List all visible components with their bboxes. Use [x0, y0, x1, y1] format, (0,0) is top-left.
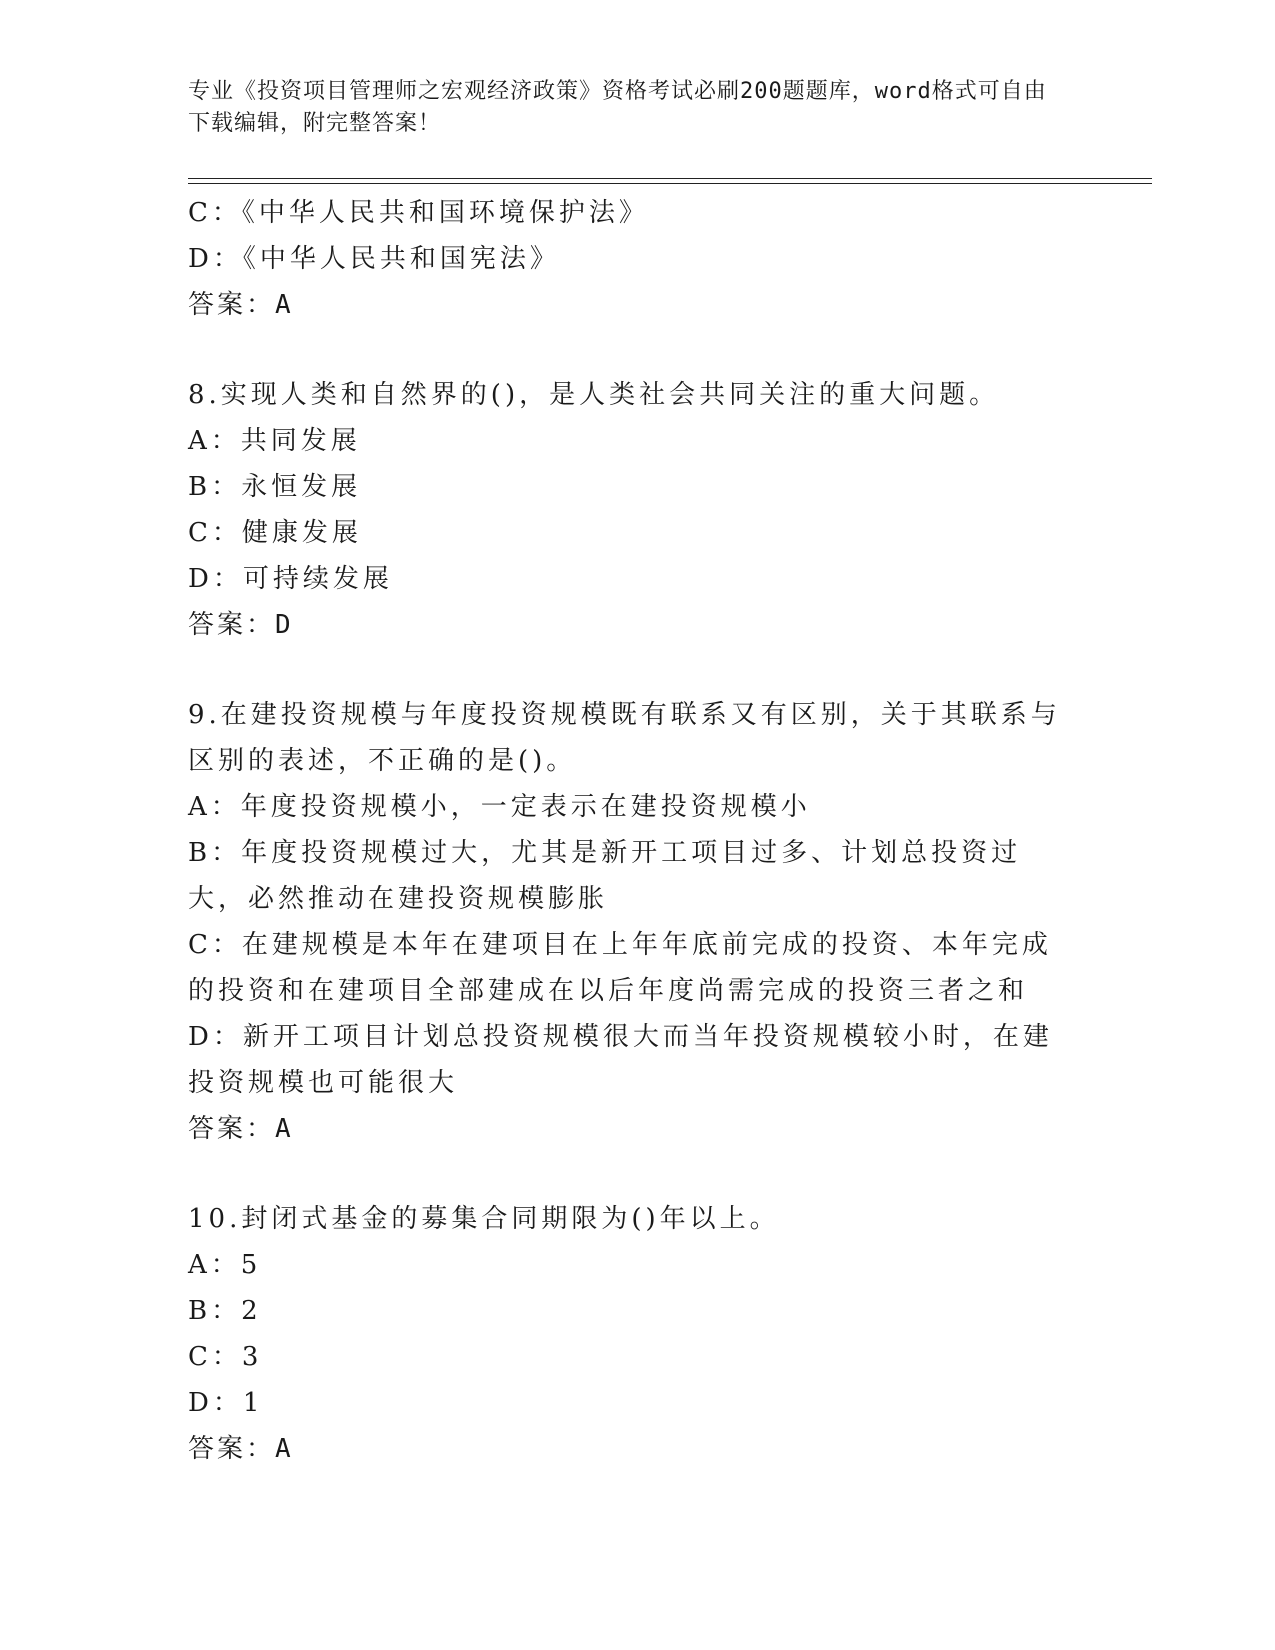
spacer — [188, 1152, 1073, 1196]
question-stem: 9.在建投资规模与年度投资规模既有联系又有区别，关于其联系与区别的表述，不正确的是()。 — [188, 700, 1061, 776]
option-b: B：年度投资规模过大，尤其是新开工项目过多、计划总投资过大，必然推动在建投资规模膨胀 — [188, 838, 1022, 914]
option-c: C：《中华人民共和国环境保护法》 — [188, 198, 649, 228]
question-9 — [188, 692, 1073, 1152]
answer-line: 答案：A — [188, 290, 294, 320]
answer-line: 答案：A — [188, 1114, 294, 1144]
question-10 — [188, 1196, 1073, 1472]
option-c: C：在建规模是本年在建项目在上年年底前完成的投资、本年完成的投资和在建项目全部建成在以后年度尚需完成的投资三者之和 — [188, 930, 1052, 1006]
question-stem: 10.封闭式基金的募集合同期限为()年以上。 — [188, 1204, 780, 1234]
option-a: A：共同发展 — [188, 426, 361, 456]
option-b: B：永恒发展 — [188, 472, 362, 502]
question-8 — [188, 372, 1073, 648]
option-a: A：年度投资规模小，一定表示在建投资规模小 — [188, 792, 811, 822]
answer-line: 答案：A — [188, 1434, 294, 1464]
option-a: A：5 — [188, 1250, 262, 1280]
header-divider — [188, 178, 1152, 184]
option-d: D：1 — [188, 1388, 264, 1418]
spacer — [188, 328, 1073, 372]
question-stem: 8.实现人类和自然界的()，是人类社会共同关注的重大问题。 — [188, 380, 1000, 410]
option-b: B：2 — [188, 1296, 262, 1326]
option-d: D：可持续发展 — [188, 564, 393, 594]
spacer — [188, 648, 1073, 692]
option-d: D：新开工项目计划总投资规模很大而当年投资规模较小时，在建投资规模也可能很大 — [188, 1022, 1053, 1098]
answer-line: 答案：D — [188, 610, 294, 640]
option-c: C：3 — [188, 1342, 263, 1372]
page-header: 专业《投资项目管理师之宏观经济政策》资格考试必刷200题题库，word格式可自由下载编辑，附完整答案！ — [188, 79, 1047, 136]
option-c: C：健康发展 — [188, 518, 362, 548]
option-d: D：《中华人民共和国宪法》 — [188, 244, 560, 274]
question-content — [188, 190, 1073, 1472]
previous-question-tail — [188, 190, 1073, 328]
